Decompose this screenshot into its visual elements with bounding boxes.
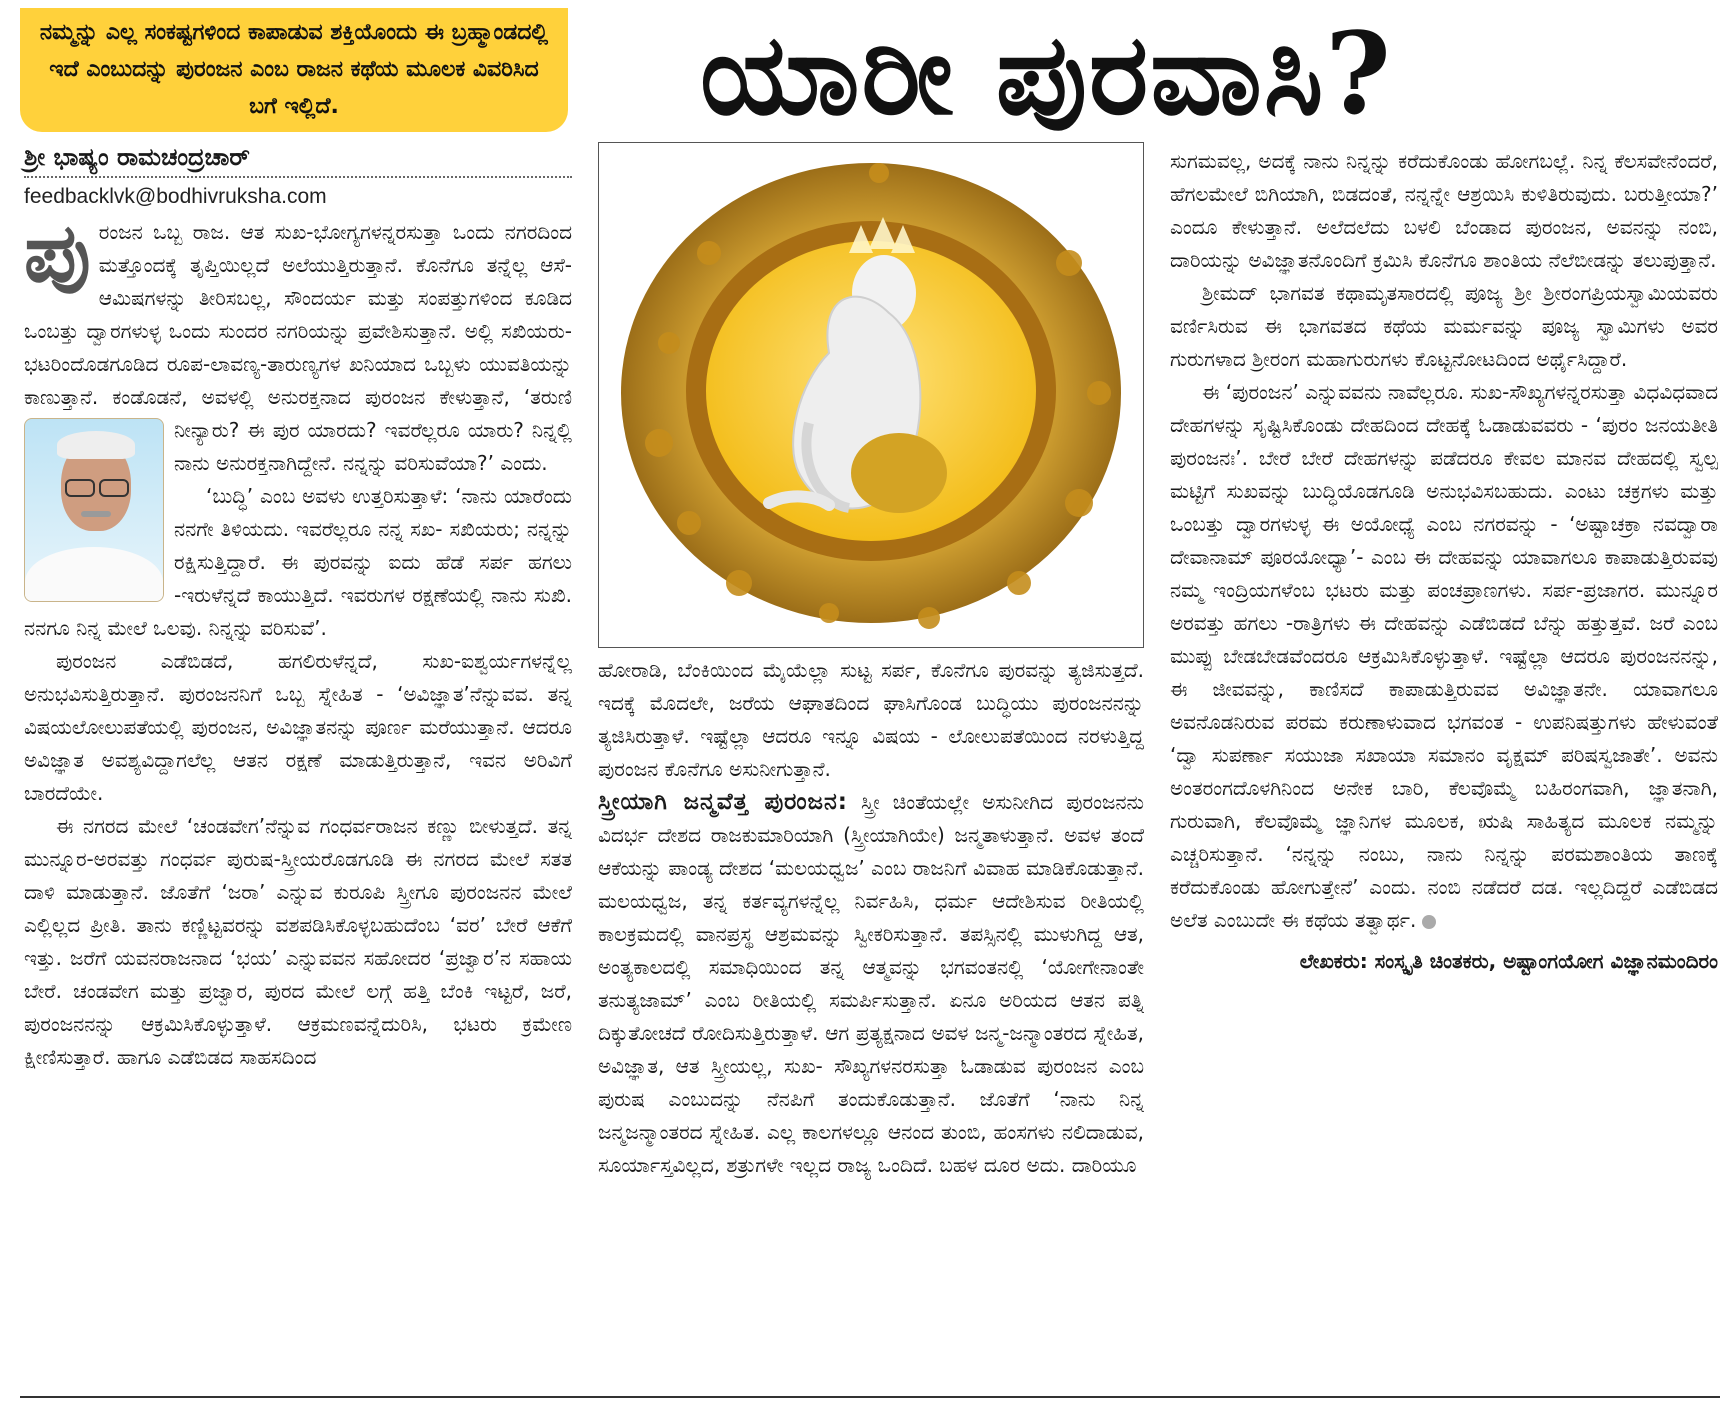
subheading: ಸ್ತ್ರೀಯಾಗಿ ಜನ್ಮವೆತ್ತ ಪುರಂಜನ:	[598, 789, 848, 815]
paragraph: ಪುರಂಜನ ಒಬ್ಬ ರಾಜ. ಆತ ಸುಖ-ಭೋಗ್ಯಗಳನ್ನರಸುತ್ತಾ ಒಂದು ನಗರದಿಂದ ಮತ್ತೊಂದಕ್ಕೆ ತೃಪ್ತಿಯಿಲ್ಲದೆ ಅಲೆಯುತ್ತಿರುತ್ತಾನೆ. ಕೊನೆಗೂ ತನ್ನೆಲ್ಲ ಆಸೆ-ಆಮಿಷಗಳನ್ನು ತೀರಿಸಬಲ್ಲ, ಸೌಂದರ್ಯ ಮತ್ತು ಸಂಪತ್ತುಗಳಿಂದ ಕೂಡಿದ ಒಂಬತ್ತು ದ್ವಾರಗಳುಳ್ಳ ಒಂದು ಸುಂದರ ನಗರಿಯನ್ನು ಪ್ರವೇಶಿಸುತ್ತಾನೆ. ಅಲ್ಲಿ ಸಖಿಯರು-ಭಟರಿಂದೊಡಗೂಡಿದ ರೂಪ-ಲಾವಣ್ಯ-ತಾರುಣ್ಯಗಳ ಖನಿಯಾದ ಒಬ್ಬಳು ಯುವತಿಯನ್ನು ಕಾಣುತ್ತಾನೆ. ಕಂಡೊಡನೆ, ಅವಳಲ್ಲಿ ಅನುರಕ್ತನಾದ ಪುರಂಜನ ಕೇಳುತ್ತಾನೆ, ‘ತರುಣಿ ನೀನ್ಯಾರು? ಈ ಪುರ ಯಾರದು? ಇವರೆಲ್ಲರೂ ಯಾರು? ನಿನ್ನಲ್ಲಿ ನಾನು ಅನುರಕ್ತನಾಗಿದ್ದೇನೆ. ನನ್ನನ್ನು ವರಿಸುವೆಯಾ?’ ಎಂದು.	[24, 216, 572, 480]
paragraph: ‘ಬುದ್ಧಿ’ ಎಂಬ ಅವಳು ಉತ್ತರಿಸುತ್ತಾಳೆ: ‘ನಾನು ಯಾರೆಂದು ನನಗೇ ತಿಳಿಯದು. ಇವರೆಲ್ಲರೂ ನನ್ನ ಸಖ- ಸಖಿಯರು; ನನ್ನನ್ನು ರಕ್ಷಿಸುತ್ತಿದ್ದಾರೆ. ಈ ಪುರವನ್ನು ಐದು ಹೆಡೆ ಸರ್ಪ ಹಗಲು -ಇರುಳೆನ್ನದೆ ಕಾಯುತ್ತಿದೆ. ಇವರುಗಳ ರಕ್ಷಣೆಯಲ್ಲಿ ನಾನು ಸುಖಿ. ನನಗೂ ನಿನ್ನ ಮೇಲೆ ಒಲವು. ನಿನ್ನನ್ನು ವರಿಸುವೆ’.	[24, 484, 572, 640]
author-photo	[24, 418, 164, 602]
column-1	[24, 216, 572, 1386]
paragraph: ಸುಗಮವಲ್ಲ, ಅದಕ್ಕೆ ನಾನು ನಿನ್ನನ್ನು ಕರೆದುಕೊಂಡು ಹೋಗಬಲ್ಲೆ. ನಿನ್ನ ಕೆಲಸವೇನೆಂದರೆ, ಹೆಗಲಮೇಲೆ ಬಿಗಿಯಾಗಿ, ಬಿಡದಂತೆ, ನನ್ನನ್ನೇ ಆಶ್ರಯಿಸಿ ಕುಳಿತಿರುವುದು. ಬರುತ್ತೀಯಾ?’ ಎಂದೂ ಕೇಳುತ್ತಾನೆ. ಅಲೆದಲೆದು ಬಳಲಿ ಬೆಂಡಾದ ಪುರಂಜನ, ಅವನನ್ನು ನಂಬಿ, ದಾರಿಯನ್ನು ಅವಿಜ್ಞಾತನೊಂದಿಗೆ ಕ್ರಮಿಸಿ ಕೊನೆಗೂ ಶಾಂತಿಯ ನೆಲೆಬೀಡನ್ನು ತಲುಪುತ್ತಾನೆ.	[1170, 149, 1718, 272]
byline: ಶ್ರೀ ಭಾಷ್ಯಂ ರಾಮಚಂದ್ರಚಾರ್	[24, 143, 250, 171]
author-email[interactable]: feedbacklvk@bodhivruksha.com	[24, 185, 327, 208]
glasses-right	[99, 479, 129, 497]
illustration	[598, 142, 1144, 648]
golden-womb-illustration	[599, 143, 1143, 647]
hair	[57, 431, 135, 459]
column-2	[598, 654, 1144, 1384]
paragraph: ಈ ನಗರದ ಮೇಲೆ ‘ಚಂಡವೇಗ’ನೆನ್ನುವ ಗಂಧರ್ವರಾಜನ ಕಣ್ಣು ಬೀಳುತ್ತದೆ. ತನ್ನ ಮುನ್ನೂರ-ಅರವತ್ತು ಗಂಧರ್ವ ಪುರುಷ-ಸ್ತ್ರೀಯರೊಡಗೂಡಿ ಈ ನಗರದ ಮೇಲೆ ಸತತ ದಾಳಿ ಮಾಡುತ್ತಾನೆ. ಜೊತೆಗೆ ‘ಜರಾ’ ಎನ್ನುವ ಕುರೂಪಿ ಸ್ತ್ರೀಗೂ ಪುರಂಜನನ ಮೇಲೆ ಎಲ್ಲಿಲ್ಲದ ಪ್ರೀತಿ. ತಾನು ಕಣ್ಣಿಟ್ಟವರನ್ನು ವಶಪಡಿಸಿಕೊಳ್ಳಬಹುದೆಂಬ ‘ವರ’ ಬೇರೆ ಆಕೆಗೆ ಇತ್ತು. ಜರೆಗೆ ಯವನರಾಜನಾದ ‘ಭಯ’ ಎನ್ನುವವನ ಸಹೋದರ ‘ಪ್ರಜ್ವಾರ’ನ ಸಹಾಯ ಬೇರೆ. ಚಂಡವೇಗ ಮತ್ತು ಪ್ರಜ್ವಾರ, ಪುರದ ಮೇಲೆ ಲಗ್ಗೆ ಹತ್ತಿ ಬೆಂಕಿ ಇಟ್ಟರೆ, ಜರೆ, ಪುರಂಜನನನ್ನು ಆಕ್ರಮಿಸಿಕೊಳ್ಳುತ್ತಾಳೆ. ಆಕ್ರಮಣವನ್ನೆದುರಿಸಿ, ಭಟರು ಕ್ರಮೇಣ ಕ್ಷೀಣಿಸುತ್ತಾರೆ. ಹಾಗೂ ಎಡೆಬಿಡದ ಸಾಹಸದಿಂದ	[24, 814, 572, 1069]
glasses-left	[65, 479, 95, 497]
paragraph: ಪುರಂಜನ ಎಡೆಬಿಡದೆ, ಹಗಲಿರುಳೆನ್ನದೆ, ಸುಖ-ಐಶ್ವರ್ಯಗಳನ್ನೆಲ್ಲ ಅನುಭವಿಸುತ್ತಿರುತ್ತಾನೆ. ಪುರಂಜನನಿಗೆ ಒಬ್ಬ ಸ್ನೇಹಿತ - ‘ಅವಿಜ್ಞಾತ’ನೆನ್ನುವವ. ತನ್ನ ವಿಷಯಲೋಲುಪತೆಯಲ್ಲಿ ಪುರಂಜನ, ಅವಿಜ್ಞಾತನನ್ನು ಪೂರ್ಣ ಮರೆಯುತ್ತಾನೆ. ಆದರೂ ಅವಿಜ್ಞಾತ ಅವಶ್ಯವಿದ್ದಾಗಲೆಲ್ಲ ಆತನ ರಕ್ಷಣೆ ಮಾಡುತ್ತಿರುತ್ತಾನೆ, ಇವನ ಅರಿವಿಗೆ ಬಾರದೆಯೇ.	[24, 649, 572, 805]
drop-cap: ಪು	[24, 216, 91, 301]
paragraph: ಹೋರಾಡಿ, ಬೆಂಕಿಯಿಂದ ಮೈಯೆಲ್ಲಾ ಸುಟ್ಟ ಸರ್ಪ, ಕೊನೆಗೂ ಪುರವನ್ನು ತ್ಯಜಿಸುತ್ತದೆ. ಇದಕ್ಕೆ ಮೊದಲೇ, ಜರೆಯ ಆಘಾತದಿಂದ ಘಾಸಿಗೊಂಡ ಬುದ್ಧಿಯು ಪುರಂಜನನನ್ನು ತ್ಯಜಿಸಿರುತ್ತಾಳೆ. ಇಷ್ಟೆಲ್ಲಾ ಆದರೂ ಇನ್ನೂ ವಿಷಯ - ಲೋಲುಪತೆಯಿಂದ ನರಳುತ್ತಿದ್ದ ಪುರಂಜನ ಕೊನೆಗೂ ಅಸುನೀಗುತ್ತಾನೆ.	[598, 658, 1144, 781]
page-bottom-rule	[20, 1396, 1720, 1398]
teaser-text: ನಮ್ಮನ್ನು ಎಲ್ಲ ಸಂಕಷ್ಟಗಳಿಂದ ಕಾಪಾಡುವ ಶಕ್ತಿಯೊಂದು ಈ ಬ್ರಹ್ಮಾಂಡದಲ್ಲಿ ಇದೆ ಎಂಬುದನ್ನು ಪುರಂಜನ ಎಂಬ ರಾಜನ ಕಥೆಯ ಮೂಲಕ ವಿವರಿಸಿದ ಬಗೆ ಇಲ್ಲಿದೆ.	[39, 20, 549, 119]
end-mark-icon	[1422, 915, 1436, 929]
headline: ಯಾರೀ ಪುರವಾಸಿ?	[700, 9, 1393, 140]
paragraph: ಈ ‘ಪುರಂಜನ’ ಎನ್ನುವವನು ನಾವೆಲ್ಲರೂ. ಸುಖ-ಸೌಖ್ಯಗಳನ್ನರಸುತ್ತಾ ವಿಧವಿಧವಾದ ದೇಹಗಳನ್ನು ಸೃಷ್ಟಿಸಿಕೊಂಡು ದೇಹದಿಂದ ದೇಹಕ್ಕೆ ಓಡಾಡುವವರು - ‘ಪುರಂ ಜನಯತೀತಿ ಪುರಂಜನಃ’. ಬೇರೆ ಬೇರೆ ದೇಹಗಳನ್ನು ಪಡೆದರೂ ಕೇವಲ ಮಾನವ ದೇಹದಲ್ಲಿ ಸ್ವಲ್ಪ ಮಟ್ಟಿಗೆ ಸುಖವನ್ನು ಬುದ್ಧಿಯೊಡಗೂಡಿ ಅನುಭವಿಸಬಹುದು. ಎಂಟು ಚಕ್ರಗಳು ಮತ್ತು ಒಂಬತ್ತು ದ್ವಾರಗಳುಳ್ಳ ಈ ಅಯೋಧ್ಯೆ ಎಂಬ ನಗರವನ್ನು - ‘ಅಷ್ಟಾಚಕ್ರಾ ನವದ್ವಾರಾ ದೇವಾನಾಮ್ ಪೂರಯೋಧ್ಯಾ’- ಎಂಬ ಈ ದೇಹವನ್ನು ಯಾವಾಗಲೂ ಕಾಪಾಡುತ್ತಿರುವವು ನಮ್ಮ ಇಂದ್ರಿಯಗಳೆಂಬ ಭಟರು ಮತ್ತು ಪಂಚಪ್ರಾಣಗಳು. ಸರ್ಪ-ಪ್ರಜಾಗರ. ಮುನ್ನೂರ ಅರವತ್ತು ಹಗಲು -ರಾತ್ರಿಗಳು ಈ ದೇಹವನ್ನು ಎಡೆಬಿಡದೆ ಬೆನ್ನು ಹತ್ತುತ್ತವೆ. ಜರೆ ಎಂಬ ಮುಪ್ಪು ಬೇಡಬೇಡವೆಂದರೂ ಆಕ್ರಮಿಸಿಕೊಳ್ಳುತ್ತಾಳೆ. ಇಷ್ಟೆಲ್ಲಾ ಆದರೂ ಪುರಂಜನನನ್ನು, ಈ ಜೀವವನ್ನು, ಕಾಣಿಸದೆ ಕಾಪಾಡುತ್ತಿರುವವ ಅವಿಜ್ಞಾತನೇ. ಯಾವಾಗಲೂ ಅವನೊಡನಿರುವ ಪರಮ ಕರುಣಾಳುವಾದ ಭಗವಂತ - ಉಪನಿಷತ್ತುಗಳು ಹೇಳುವಂತೆ ‘ದ್ವಾ ಸುಪರ್ಣಾ ಸಯುಜಾ ಸಖಾಯಾ ಸಮಾನಂ ವೃಕ್ಷಮ್ ಪರಿಷಸ್ವಜಾತೇ’. ಅವನು ಅಂತರಂಗದೊಳಗಿನಿಂದ ಅನೇಕ ಬಾರಿ, ಕೆಲವೊಮ್ಮೆ ಬಹಿರಂಗವಾಗಿ, ಜ್ಞಾತನಾಗಿ, ಗುರುವಾಗಿ, ಕೆಲವೊಮ್ಮೆ ಜ್ಞಾನಿಗಳ ಮೂಲಕ, ಋಷಿ ಸಾಹಿತ್ಯದ ಮೂಲಕ ನಮ್ಮನ್ನು ಎಚ್ಚರಿಸುತ್ತಾನೆ. ‘ನನ್ನನ್ನು ನಂಬು, ನಾನು ನಿನ್ನನ್ನು ಪರಮಶಾಂತಿಯ ತಾಣಕ್ಕೆ ಕರೆದುಕೊಂಡು ಹೋಗುತ್ತೇನೆ’ ಎಂದು. ನಂಬಿ ನಡೆದರೆ ದಡ. ಇಲ್ಲದಿದ್ದರೆ ಎಡೆಬಿಡದ ಅಲೆತ ಎಂಬುದೇ ಈ ಕಥೆಯ ತತ್ವಾರ್ಥ.	[1170, 380, 1718, 932]
paragraph: ಶ್ರೀಮದ್ ಭಾಗವತ ಕಥಾಮೃತಸಾರದಲ್ಲಿ ಪೂಜ್ಯ ಶ್ರೀ ಶ್ರೀರಂಗಪ್ರಿಯಸ್ವಾಮಿಯವರು ವರ್ಣಿಸಿರುವ ಈ ಭಾಗವತದ ಕಥೆಯ ಮರ್ಮವನ್ನು ಪೂಜ್ಯ ಸ್ವಾಮಿಗಳು ಅವರ ಗುರುಗಳಾದ ಶ್ರೀರಂಗ ಮಹಾಗುರುಗಳು ಕೊಟ್ಟನೋಟದಿಂದ ಅರ್ಥೈಸಿದ್ದಾರೆ.	[1170, 281, 1718, 371]
byline-divider	[24, 176, 572, 178]
author-credit: ಲೇಖಕರು: ಸಂಸ್ಕೃತಿ ಚಿಂತಕರು, ಅಷ್ಟಾಂಗಯೋಗ ವಿಜ್ಞಾನಮಂದಿರಂ	[1299, 949, 1718, 973]
moustache	[81, 511, 111, 517]
paragraph: ಸ್ತ್ರೀಯಾಗಿ ಜನ್ಮವೆತ್ತ ಪುರಂಜನ: ಸ್ತ್ರೀ ಚಿಂತೆಯಲ್ಲೇ ಅಸುನೀಗಿದ ಪುರಂಜನನು ವಿದರ್ಭ ದೇಶದ ರಾಜಕುಮಾರಿಯಾಗಿ (ಸ್ತ್ರೀಯಾಗಿಯೇ) ಜನ್ಮತಾಳುತ್ತಾನೆ. ಅವಳ ತಂದೆ ಆಕೆಯನ್ನು ಪಾಂಡ್ಯ ದೇಶದ ‘ಮಲಯಧ್ವಜ’ ಎಂಬ ರಾಜನಿಗೆ ವಿವಾಹ ಮಾಡಿಕೊಡುತ್ತಾನೆ. ಮಲಯಧ್ವಜ, ತನ್ನ ಕರ್ತವ್ಯಗಳನ್ನೆಲ್ಲ ನಿರ್ವಹಿಸಿ, ಧರ್ಮ ಆದೇಶಿಸುವ ರೀತಿಯಲ್ಲಿ ಕಾಲಕ್ರಮದಲ್ಲಿ ವಾನಪ್ರಸ್ಥ ಆಶ್ರಮವನ್ನು ಸ್ವೀಕರಿಸುತ್ತಾನೆ. ತಪಸ್ಸಿನಲ್ಲಿ ಮುಳುಗಿದ್ದ ಆತ, ಅಂತ್ಯಕಾಲದಲ್ಲಿ ಸಮಾಧಿಯಿಂದ ತನ್ನ ಆತ್ಮವನ್ನು ಭಗವಂತನಲ್ಲಿ ‘ಯೋಗೇನಾಂತೇ ತನುತ್ಯಜಾಮ್’ ಎಂಬ ರೀತಿಯಲ್ಲಿ ಸಮರ್ಪಿಸುತ್ತಾನೆ. ಏನೂ ಅರಿಯದ ಆತನ ಪತ್ನಿ ದಿಕ್ಕುತೋಚದೆ ರೋದಿಸುತ್ತಿರುತ್ತಾಳೆ. ಆಗ ಪ್ರತ್ಯಕ್ಷನಾದ ಅವಳ ಜನ್ಮ-ಜನ್ಮಾಂತರದ ಸ್ನೇಹಿತ, ಅವಿಜ್ಞಾತ, ಆತ ಸ್ತ್ರೀಯಲ್ಲ, ಸುಖ- ಸೌಖ್ಯಗಳನರಸುತ್ತಾ ಓಡಾಡುವ ಪುರಂಜನ ಎಂಬ ಪುರುಷ ಎಂಬುದನ್ನು ನೆನಪಿಗೆ ತಂದುಕೊಡುತ್ತಾನೆ. ಜೊತೆಗೆ ‘ನಾನು ನಿನ್ನ ಜನ್ಮಜನ್ಮಾಂತರದ ಸ್ನೇಹಿತ. ಎಲ್ಲ ಕಾಲಗಳಲ್ಲೂ ಆನಂದ ತುಂಬಿ, ಹಂಸಗಳು ನಲಿದಾಡುವ, ಸೂರ್ಯಾಸ್ತವಿಲ್ಲದ, ಶತ್ರುಗಳೇ ಇಲ್ಲದ ರಾಜ್ಯ ಒಂದಿದೆ. ಬಹಳ ದೂರ ಅದು. ದಾರಿಯೂ	[598, 789, 1144, 1177]
teaser-box	[20, 8, 568, 132]
shirt	[25, 547, 163, 602]
column-3	[1170, 145, 1718, 1390]
